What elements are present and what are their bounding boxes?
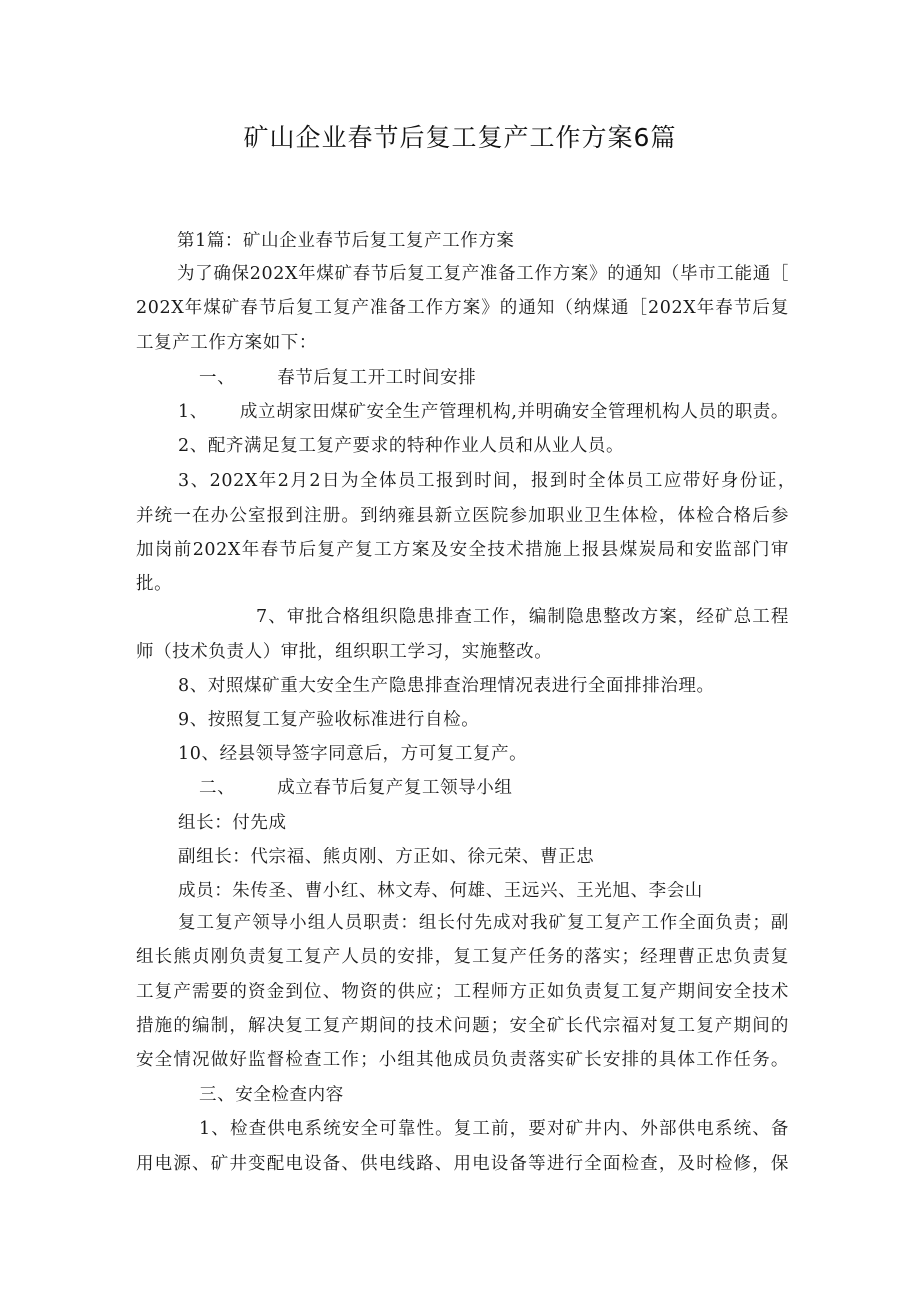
list-heading: 三、安全检查内容 [199,1085,344,1105]
list-item: 3、202X年2月2日为全体员工报到时间，报到时全体员工应带好身份证， [178,471,796,491]
heading-text: 春节后复工开工时间安排 [277,368,477,388]
paragraph-line: 为了确保202X年煤矿春节后复工复产准备工作方案》的通知（毕市工能通［ [177,264,789,284]
list-heading [199,368,476,388]
paragraph-line: 师（技术负责人）审批，组织职工学习，实施整改。 [136,642,553,662]
list-item: 9、按照复工复产验收标准进行自检。 [178,710,480,730]
heading-number: 二、 [199,778,236,798]
list-item [178,402,789,422]
heading-number: 一、 [199,368,236,388]
paragraph-line: 复工复产领导小组人员职责：组长付先成对我矿复工复产工作全面负责；副 [178,913,789,933]
item-text: 成立胡家田煤矿安全生产管理机构,并明确安全管理机构人员的职责。 [239,402,790,422]
paragraph-line: 工复产工作方案如下： [136,333,317,353]
paragraph-line: 工复产需要的资金到位、物资的供应；工程师方正如负责复工复产期间安全技术 [136,982,789,1002]
section-heading-1: 第1篇：矿山企业春节后复工复产工作方案 [177,231,515,251]
list-item: 10、经县领导签字同意后，方可复工复产。 [178,744,528,764]
paragraph-line: 202X年煤矿春节后复工复产准备工作方案》的通知（纳煤通［202X年春节后复 [136,298,789,318]
list-item: 7、审批合格组织隐患排查工作，编制隐患整改方案，经矿总工程 [256,607,789,627]
paragraph-line: 批。 [136,574,173,594]
paragraph-line: 1、检查供电系统安全可靠性。复工前，要对矿井内、外部供电系统、备 [199,1119,789,1139]
paragraph-line: 加岗前202X年春节后复产复工方案及安全技术措施上报县煤炭局和安监部门审 [136,540,789,560]
list-heading [199,778,513,798]
paragraph-line: 副组长：代宗福、熊贞刚、方正如、徐元荣、曹正忠 [178,847,595,867]
list-item: 2、配齐满足复工复产要求的特种作业人员和从业人员。 [178,436,625,456]
item-number: 1、 [178,402,208,422]
paragraph-line: 组长：付先成 [178,813,287,833]
paragraph-line: 成员：朱传圣、曹小红、林文寿、何雄、王远兴、王光旭、李会山 [178,881,703,901]
list-item: 8、对照煤矿重大安全生产隐患排查治理情况表进行全面排排治理。 [178,676,715,696]
paragraph-line: 用电源、矿井变配电设备、供电线路、用电设备等进行全面检查，及时检修，保 [136,1154,789,1174]
paragraph-line: 措施的编制，解决复工复产期间的技术问题；安全矿长代宗福对复工复产期间的 [136,1016,789,1036]
paragraph-line: 并统一在办公室报到注册。到纳雍县新立医院参加职业卫生体检，体检合格后参 [136,506,789,526]
document-title: 矿山企业春节后复工复产工作方案6篇 [243,123,677,152]
paragraph-line: 组长熊贞刚负责复工复产人员的安排，复工复产任务的落实；经理曹正忠负责复 [136,947,789,967]
paragraph-line: 安全情况做好监督检查工作；小组其他成员负责落实矿长安排的具体工作任务。 [136,1050,789,1070]
heading-text: 成立春节后复产复工领导小组 [277,778,513,798]
